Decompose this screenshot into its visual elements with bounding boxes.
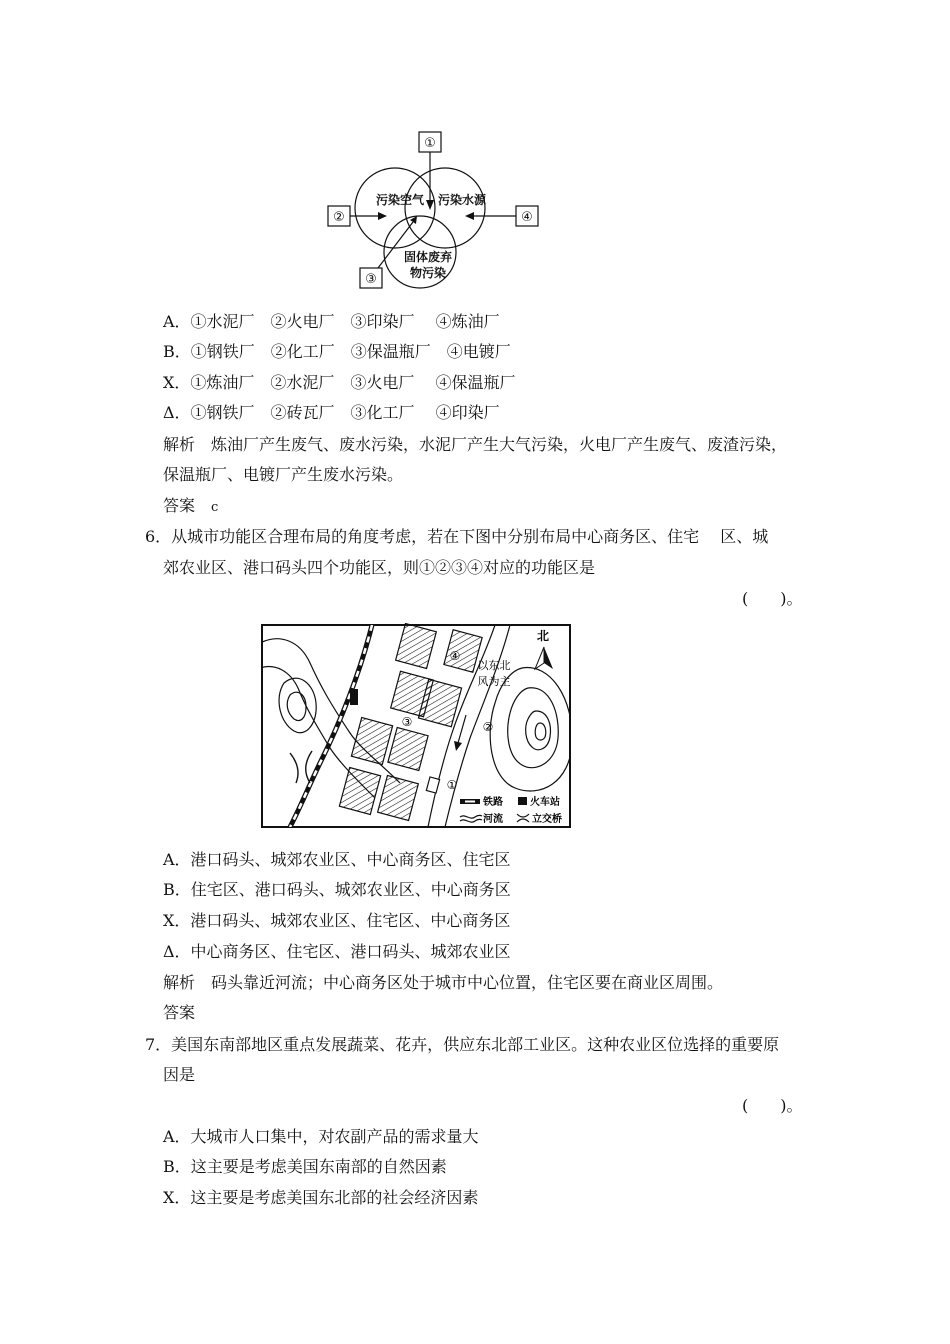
mark-2: ② [482, 720, 494, 734]
legend-railway-label: 铁路 [483, 797, 503, 808]
q5-answer-value: ⅽ [211, 500, 219, 515]
solid-waste-label-1: 固体废弃 [403, 250, 453, 264]
legend-interchange-label: 立交桥 [532, 814, 562, 825]
pollution-venn-diagram [320, 128, 550, 293]
q5-option-d: Δ．①钢铁厂 ②砖瓦厂 ③化工厂 ④印染厂 [163, 403, 500, 422]
mark-3: ③ [401, 715, 413, 729]
north-label: 北 [536, 629, 550, 643]
q7-option-b: B．这主要是考虑美国东南部的自然因素 [163, 1157, 447, 1176]
legend-station-icon [518, 797, 527, 805]
box-2-label: ② [333, 210, 345, 225]
q5-answer-label: 答案 [163, 496, 212, 515]
q6-stem-line-2: 郊农业区、港口码头四个功能区，则①②③④对应的功能区是 [163, 558, 596, 577]
q7-stem-line-2: 因是 [163, 1065, 196, 1084]
q5-option-b: B．①钢铁厂 ②化工厂 ③保温瓶厂 ④电镀厂 [163, 342, 511, 361]
legend-river-label: 河流 [483, 814, 503, 825]
q6-answer-bracket: ( )。 [742, 589, 803, 608]
air-pollution-label: 污染空气 [375, 193, 425, 207]
q6-analysis: 解析 码头靠近河流；中心商务区处于城市中心位置，住宅区要在商业区周围。 [163, 973, 724, 992]
q5-analysis-line-1: 解析 炼油厂产生废气、废水污染，水泥厂产生大气污染，火电厂产生废气、废渣污染， [163, 435, 788, 454]
q6-option-c: Χ．港口码头、城郊农业区、住宅区、中心商务区 [163, 911, 511, 930]
train-station-icon [350, 689, 358, 705]
q6-option-b: B．住宅区、港口码头、城郊农业区、中心商务区 [163, 880, 511, 899]
box-1-label: ① [424, 136, 436, 151]
q7-answer-bracket: ( )。 [742, 1096, 803, 1115]
mark-1: ① [446, 778, 458, 792]
q5-option-c: Χ．①炼油厂 ②水泥厂 ③火电厂 ④保温瓶厂 [163, 373, 516, 392]
wind-label-1: 以东北 [477, 659, 511, 672]
q7-option-c: Χ．这主要是考虑美国东北部的社会经济因素 [163, 1188, 479, 1207]
legend-station-label: 火车站 [530, 797, 560, 808]
q6-answer: 答案 [163, 1003, 196, 1022]
q7-option-a: A．大城市人口集中，对农副产品的需求量大 [163, 1127, 479, 1146]
q6-option-d: Δ．中心商务区、住宅区、港口码头、城郊农业区 [163, 942, 511, 961]
q5-analysis-line-2: 保温瓶厂、电镀厂产生废水污染。 [163, 465, 404, 484]
box-3-label: ③ [365, 272, 377, 287]
q5-answer [163, 496, 218, 518]
wind-label-2: 风为主 [477, 675, 511, 688]
map-legend [456, 793, 568, 825]
water-pollution-circle [405, 168, 485, 248]
box-4-label: ④ [521, 210, 533, 225]
q7-stem-line-1: 7．美国东南部地区重点发展蔬菜、花卉，供应东北部工业区。这种农业区位选择的重要原 [145, 1035, 780, 1054]
air-pollution-circle [355, 168, 435, 248]
legend-railway-icon [460, 799, 480, 804]
water-pollution-label: 污染水源 [437, 193, 487, 207]
q5-option-a: A．①水泥厂 ②火电厂 ③印染厂 ④炼油厂 [163, 312, 500, 331]
solid-waste-label-2: 物污染 [409, 266, 447, 280]
q6-stem-line-1: 6．从城市功能区合理布局的角度考虑，若在下图中分别布局中心商务区、住宅 区、城 [145, 527, 769, 546]
city-function-map [260, 623, 572, 829]
mark-4: ④ [449, 649, 461, 663]
q6-option-a: A．港口码头、城郊农业区、中心商务区、住宅区 [163, 850, 511, 869]
